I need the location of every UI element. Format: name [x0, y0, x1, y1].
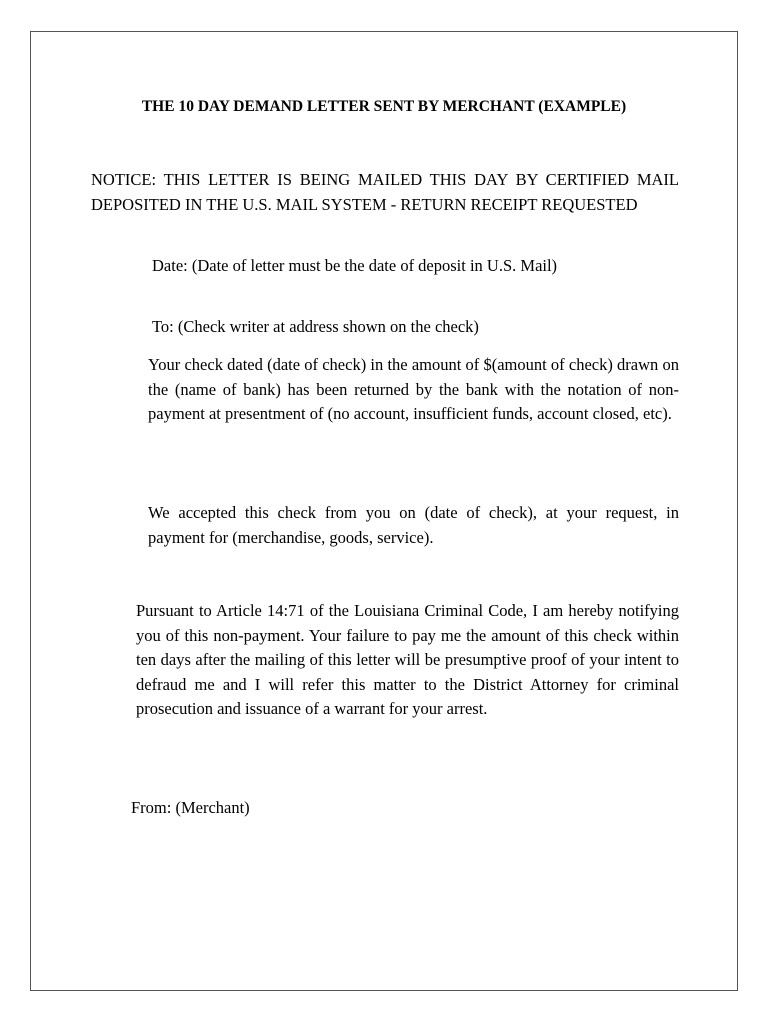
date-line: Date: (Date of letter must be the date of deposit in U.S. Mail) — [152, 256, 558, 275]
paragraph-returned-check: Your check dated (date of check) in the amount of $(amount of check) drawn on the (name of bank) has been returned by the bank with the notation of non-payment at presentment of (no account, insufficient funds, account closed, etc). — [148, 355, 679, 423]
to-line: To: (Check writer at address shown on the check) — [152, 317, 479, 336]
paragraph-accepted-check: We accepted this check from you on (date of check), at your request, in payment for (merchandise, goods, service). — [148, 503, 679, 547]
letter-title: THE 10 DAY DEMAND LETTER SENT BY MERCHANT (EXAMPLE) — [141, 98, 627, 115]
paragraph-legal-notice: Pursuant to Article 14:71 of the Louisiana Criminal Code, I am hereby notifying you of this non-payment. Your failure to pay me the amount of this check within ten days after the mailing of this letter will be presumptive proof of your intent to defraud me and I will refer this matter to the District Attorney for criminal prosecution and issuance of a warrant for your arrest. — [136, 601, 679, 718]
from-line: From: (Merchant) — [131, 798, 250, 817]
letter-page — [30, 31, 738, 991]
notice-text: NOTICE: THIS LETTER IS BEING MAILED THIS DAY BY CERTIFIED MAIL DEPOSITED IN THE U.S. MAIL SYSTEM - RETURN RECEIPT REQUESTED — [91, 170, 679, 214]
